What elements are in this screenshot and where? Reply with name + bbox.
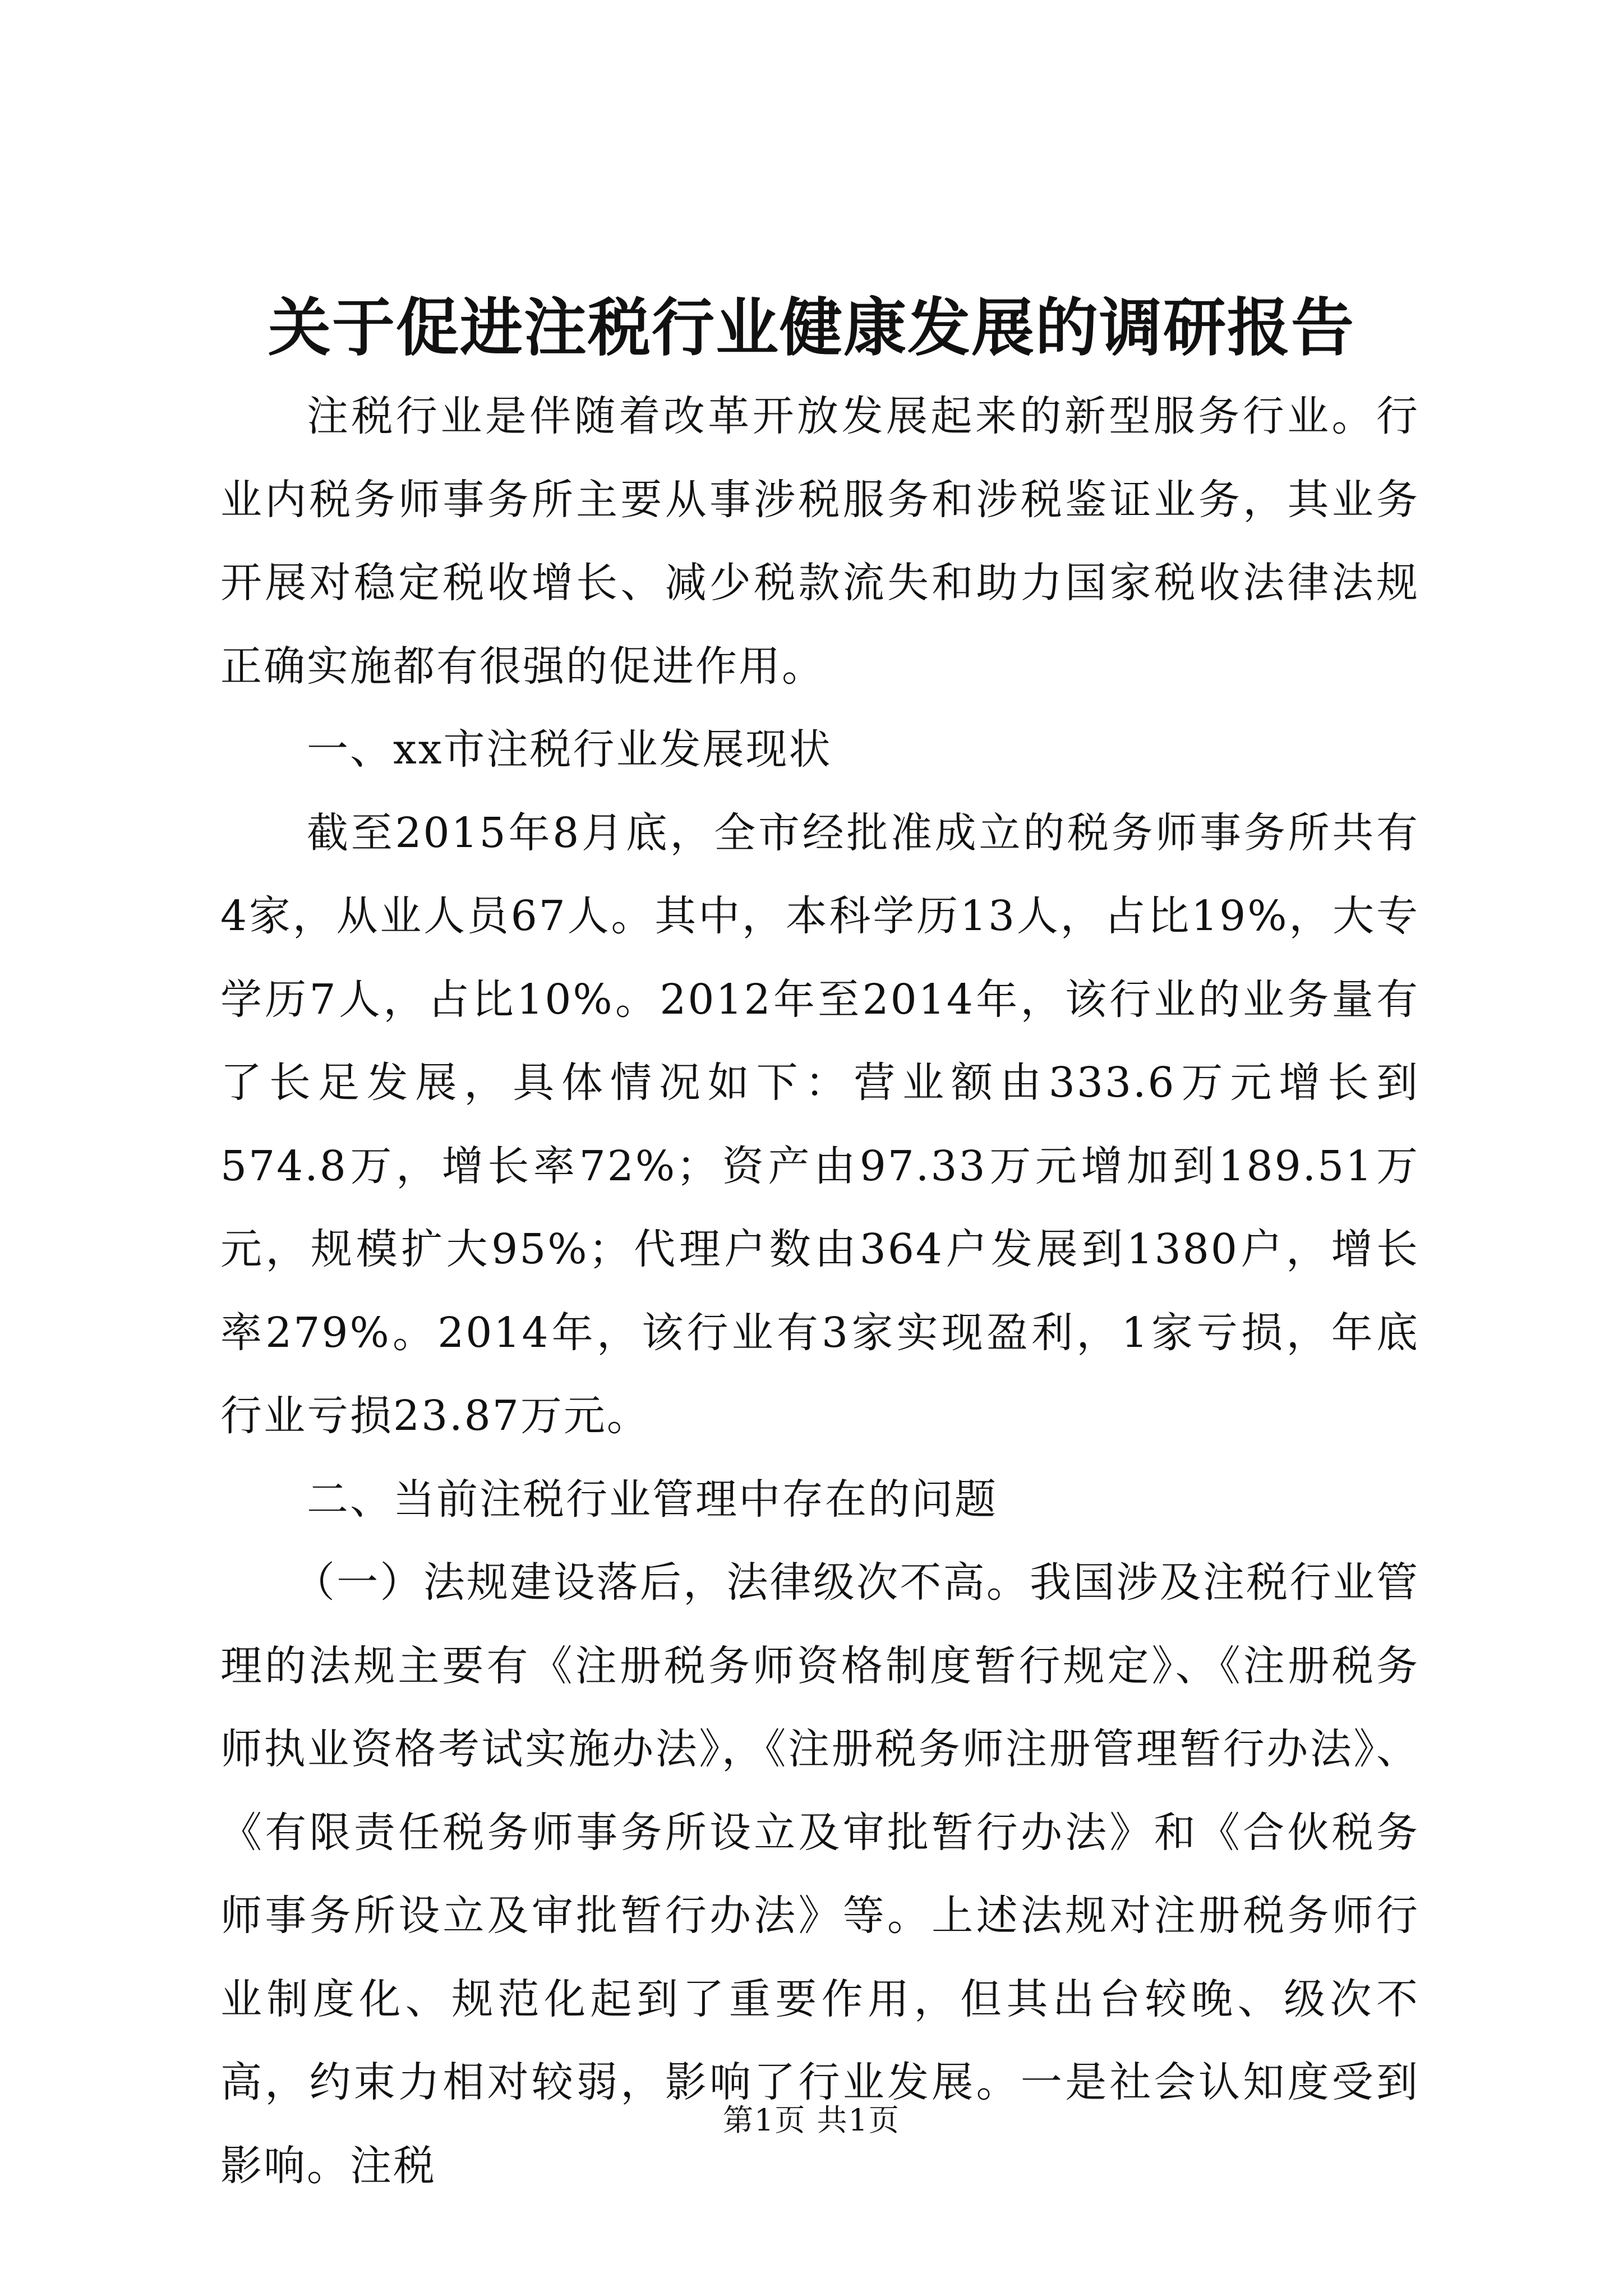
section-heading-1: 一、xx市注税行业发展现状 <box>307 725 832 774</box>
paragraph-status: 截至2015年8月底，全市经批准成立的税务师事务所共有4家，从业人员67人。其中，本科学历13人，占比19%，大专学历7人，占比10%。2012年至2014年，该行业的业务量有了长足发展，具体情况如下：营业额由333.6万元增长到574.8万，增长率72%；资产由97.33万元增加到189.51万元，规模扩大95%；代理户数由364户发展到1380户，增长率279%。2014年，该行业有3家实现盈利，1家亏损，年底行业亏损23.87万元。 <box>220 808 1419 1440</box>
section-heading-2: 二、当前注税行业管理中存在的问题 <box>307 1475 998 1524</box>
paragraph-intro: 注税行业是伴随着改革开放发展起来的新型服务行业。行业内税务师事务所主要从事涉税服务和涉税鉴证业务，其业务开展对稳定税收增长、减少税款流失和助力国家税收法律法规正确实施都有很强的促进作用。 <box>220 392 1419 691</box>
document-title: 关于促进注税行业健康发展的调研报告 <box>268 291 1355 365</box>
paragraph-problem-1: （一）法规建设落后，法律级次不高。我国涉及注税行业管理的法规主要有《注册税务师资格制度暂行规定》、《注册税务师执业资格考试实施办法》，《注册税务师注册管理暂行办法》、《有限责任税务师事务所设立及审批暂行办法》和《合伙税务师事务所设立及审批暂行办法》等。上述法规对注册税务师行业制度化、规范化起到了重要作用，但其出台较晚、级次不高，约束力相对较弱，影响了行业发展。一是社会认知度受到影响。注税 <box>220 1558 1419 2190</box>
page-footer: 第1页 共1页 <box>723 2102 900 2138</box>
document-body <box>220 375 1419 2207</box>
